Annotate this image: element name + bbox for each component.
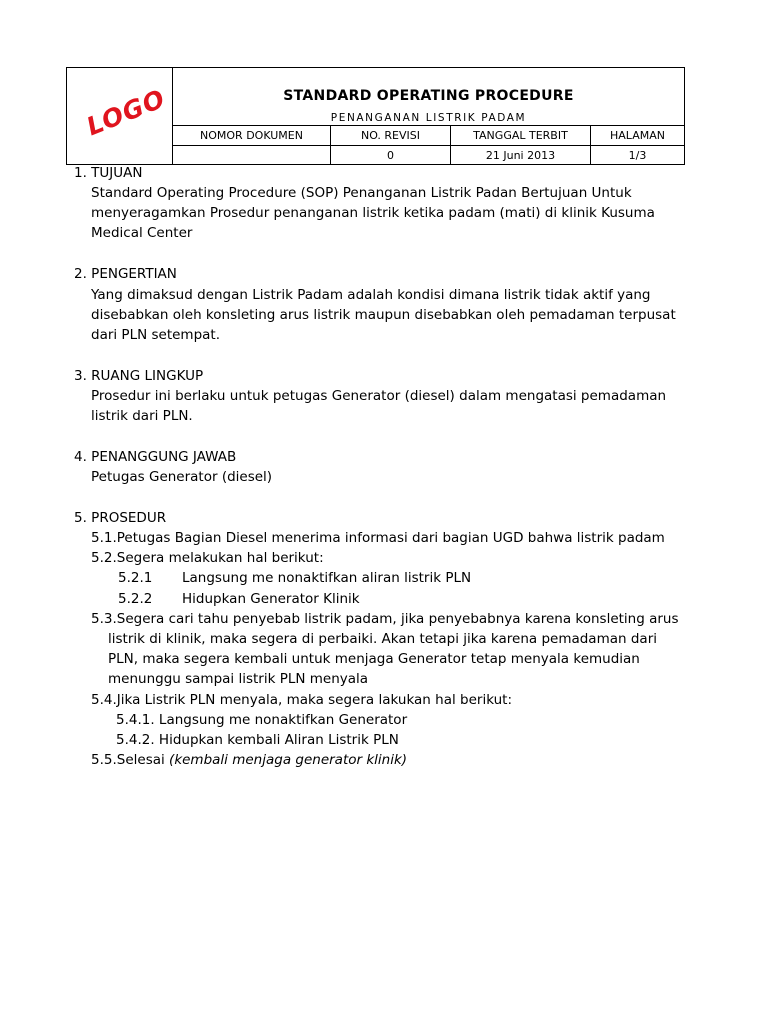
col-tanggal-terbit: TANGGAL TERBIT: [451, 126, 591, 145]
value-nomor-dokumen: [173, 146, 331, 165]
ruang-lingkup-line: listrik dari PLN.: [91, 408, 193, 424]
prosedur-step-5-4: 5.4.Jika Listrik PLN menyala, maka segera lakukan hal berikut:: [91, 692, 513, 708]
document-subtitle: PENANGANAN LISTRIK PADAM: [330, 112, 527, 124]
prosedur-step-5-3-line: menunggu sampai listrik PLN menyala: [108, 671, 369, 687]
prosedur-step-5-3-line: listrik di klinik, maka segera di perbaiki. Akan tetapi jika karena pemadaman dari: [108, 631, 657, 647]
ruang-lingkup-line: Prosedur ini berlaku untuk petugas Generator (diesel) dalam mengatasi pemadaman: [91, 388, 667, 404]
prosedur-step-5-2-2-text: Hidupkan Generator Klinik: [182, 591, 360, 607]
section-heading-pengertian: 2. PENGERTIAN: [74, 266, 177, 282]
logo-cell: [67, 68, 173, 164]
logo: LOGO: [82, 83, 170, 142]
prosedur-step-5-3-line: PLN, maka segera kembali untuk menjaga Generator tetap menyala kemudian: [108, 651, 640, 667]
document-header-table: [66, 67, 685, 165]
prosedur-step-5-5-note: (kembali menjaga generator klinik): [169, 752, 408, 768]
pengertian-line: disebabkan oleh konsleting arus listrik maupun disebabkan oleh pemadaman terpusat: [91, 307, 676, 323]
document-info-grid: [173, 125, 684, 164]
value-no-revisi: 0: [331, 146, 451, 165]
info-header-row: [173, 126, 684, 145]
tujuan-line: menyeragamkan Prosedur penanganan listrik ketika padam (mati) di klinik Kusuma: [91, 205, 655, 221]
prosedur-step-5-1: 5.1.Petugas Bagian Diesel menerima informasi dari bagian UGD bahwa listrik padam: [91, 530, 665, 546]
info-value-row: [173, 145, 684, 164]
tujuan-line: Standard Operating Procedure (SOP) Penanganan Listrik Padan Bertujuan Untuk: [91, 185, 632, 201]
tujuan-line: Medical Center: [91, 225, 193, 241]
title-area: [173, 68, 684, 164]
col-no-revisi: NO. REVISI: [331, 126, 451, 145]
prosedur-step-5-2-1-number: 5.2.1: [118, 570, 153, 586]
document-title: STANDARD OPERATING PROCEDURE: [283, 88, 574, 104]
pengertian-line: Yang dimaksud dengan Listrik Padam adalah kondisi dimana listrik tidak aktif yang: [91, 287, 651, 303]
value-halaman: 1/3: [628, 149, 647, 162]
penanggung-jawab-line: Petugas Generator (diesel): [91, 469, 273, 485]
prosedur-step-5-4-1: 5.4.1. Langsung me nonaktifkan Generator: [116, 712, 408, 728]
col-halaman: HALAMAN: [610, 129, 665, 142]
prosedur-step-5-2: 5.2.Segera melakukan hal berikut:: [91, 550, 324, 566]
pengertian-line: dari PLN setempat.: [91, 327, 221, 343]
section-heading-penanggung-jawab: 4. PENANGGUNG JAWAB: [74, 449, 237, 465]
col-nomor-dokumen: NOMOR DOKUMEN: [173, 126, 331, 145]
prosedur-step-5-3-line: 5.3.Segera cari tahu penyebab listrik padam, jika penyebabnya karena konsleting arus: [91, 611, 679, 627]
section-heading-tujuan: 1. TUJUAN: [74, 165, 143, 181]
prosedur-step-5-2-2-number: 5.2.2: [118, 591, 153, 607]
prosedur-step-5-5: [91, 752, 407, 768]
prosedur-step-5-5-text: 5.5.Selesai: [91, 752, 170, 768]
value-tanggal-terbit: 21 Juni 2013: [451, 146, 591, 165]
prosedur-step-5-2-1-text: Langsung me nonaktifkan aliran listrik PLN: [182, 570, 472, 586]
section-heading-prosedur: 5. PROSEDUR: [74, 510, 167, 526]
prosedur-step-5-4-2: 5.4.2. Hidupkan kembali Aliran Listrik PLN: [116, 732, 399, 748]
section-heading-ruang-lingkup: 3. RUANG LINGKUP: [74, 368, 204, 384]
